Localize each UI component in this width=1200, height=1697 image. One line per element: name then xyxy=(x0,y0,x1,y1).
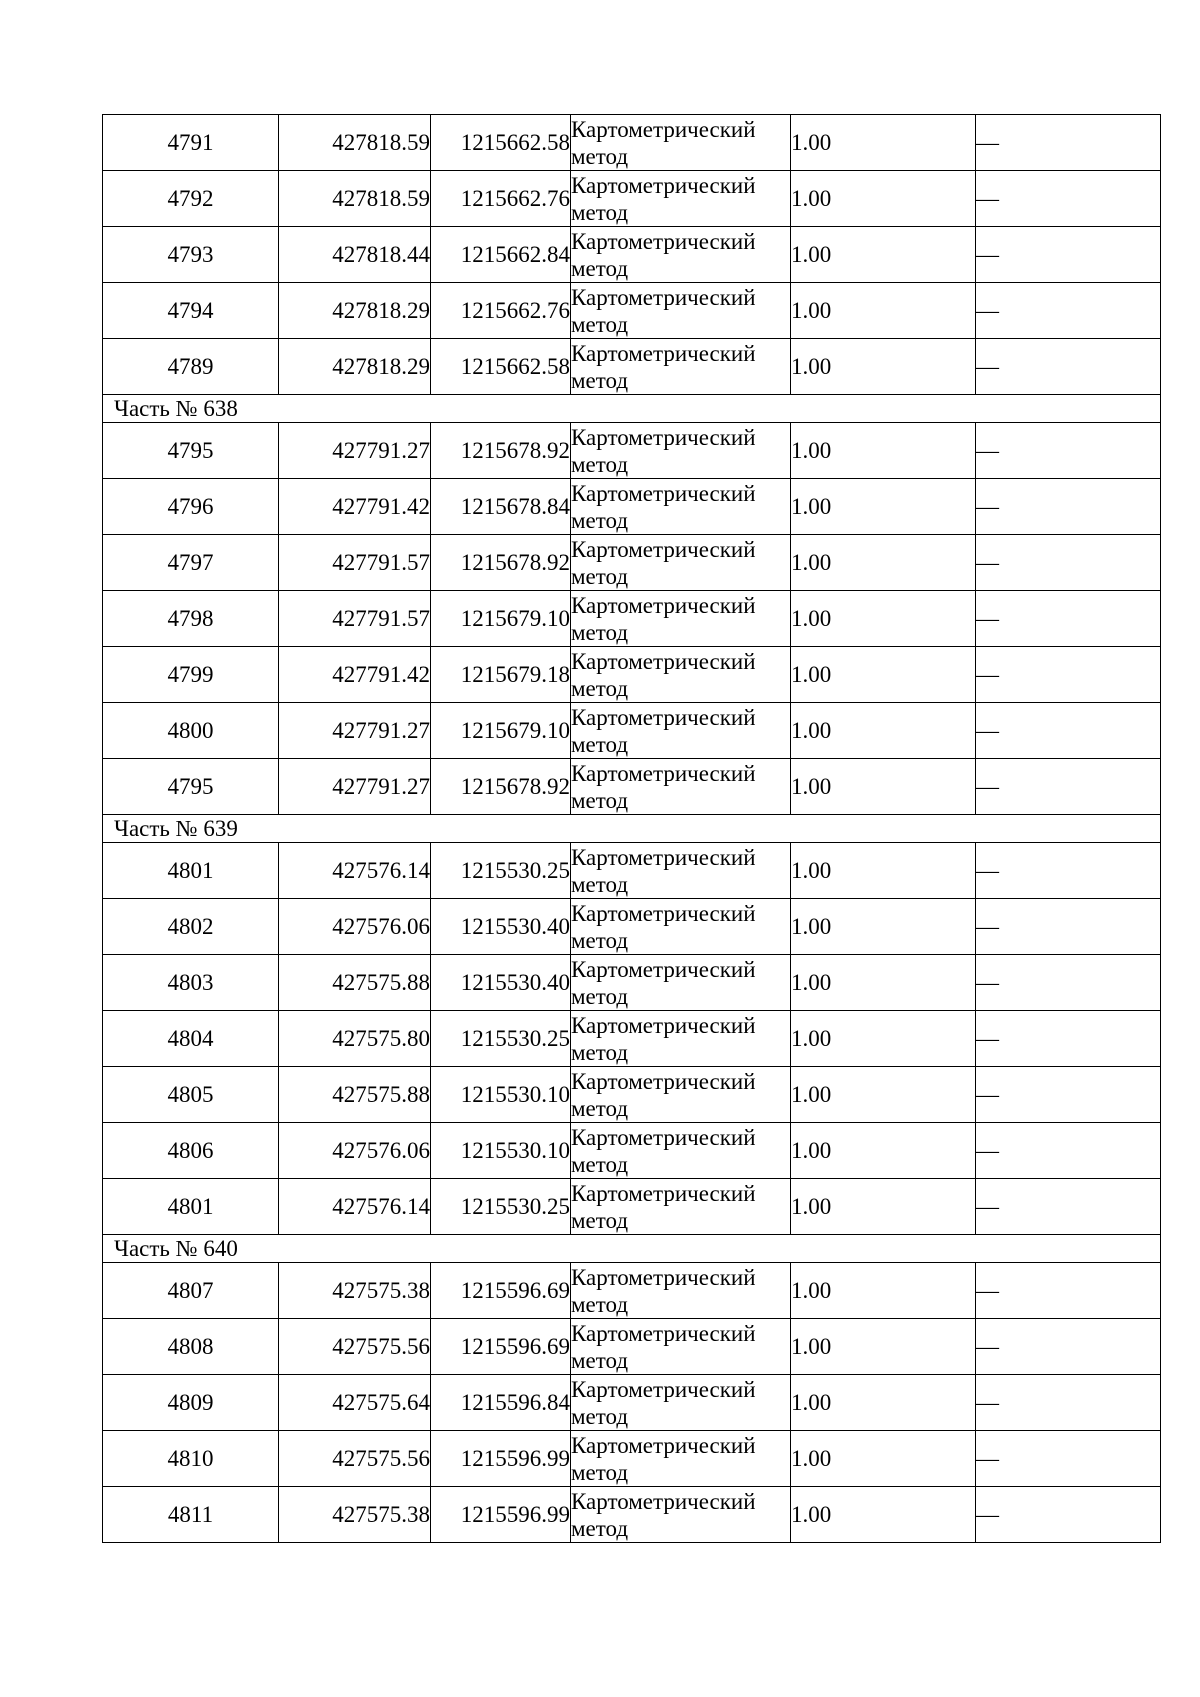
accuracy-cell: 1.00 xyxy=(791,899,976,955)
accuracy-cell: 1.00 xyxy=(791,955,976,1011)
table-row xyxy=(103,703,1161,759)
y-coordinate-cell: 1215662.58 xyxy=(431,339,571,395)
y-coordinate-cell: 1215678.92 xyxy=(431,759,571,815)
point-number-cell: 4791 xyxy=(103,115,279,171)
table-row xyxy=(103,283,1161,339)
table-row xyxy=(103,423,1161,479)
description-cell: — xyxy=(976,227,1161,283)
accuracy-cell: 1.00 xyxy=(791,423,976,479)
method-cell: Картометрический метод xyxy=(571,535,791,591)
point-number-cell: 4805 xyxy=(103,1067,279,1123)
accuracy-cell: 1.00 xyxy=(791,1123,976,1179)
y-coordinate-cell: 1215679.18 xyxy=(431,647,571,703)
part-header-row xyxy=(103,815,1161,843)
x-coordinate-cell: 427818.29 xyxy=(279,283,431,339)
point-number-cell: 4795 xyxy=(103,759,279,815)
table-row xyxy=(103,1487,1161,1543)
x-coordinate-cell: 427818.59 xyxy=(279,171,431,227)
point-number-cell: 4800 xyxy=(103,703,279,759)
table-row xyxy=(103,1431,1161,1487)
description-cell: — xyxy=(976,339,1161,395)
accuracy-cell: 1.00 xyxy=(791,591,976,647)
point-number-cell: 4803 xyxy=(103,955,279,1011)
method-cell: Картометрический метод xyxy=(571,479,791,535)
table-row xyxy=(103,115,1161,171)
x-coordinate-cell: 427818.29 xyxy=(279,339,431,395)
table-row xyxy=(103,227,1161,283)
accuracy-cell: 1.00 xyxy=(791,1179,976,1235)
point-number-cell: 4809 xyxy=(103,1375,279,1431)
y-coordinate-cell: 1215679.10 xyxy=(431,591,571,647)
method-cell: Картометрический метод xyxy=(571,759,791,815)
accuracy-cell: 1.00 xyxy=(791,339,976,395)
method-cell: Картометрический метод xyxy=(571,647,791,703)
point-number-cell: 4810 xyxy=(103,1431,279,1487)
point-number-cell: 4793 xyxy=(103,227,279,283)
table-row xyxy=(103,759,1161,815)
coordinates-table xyxy=(102,114,1161,1543)
x-coordinate-cell: 427791.42 xyxy=(279,479,431,535)
description-cell: — xyxy=(976,1067,1161,1123)
accuracy-cell: 1.00 xyxy=(791,759,976,815)
method-cell: Картометрический метод xyxy=(571,1067,791,1123)
accuracy-cell: 1.00 xyxy=(791,1487,976,1543)
table-row xyxy=(103,843,1161,899)
method-cell: Картометрический метод xyxy=(571,1375,791,1431)
table-row xyxy=(103,1067,1161,1123)
y-coordinate-cell: 1215596.99 xyxy=(431,1487,571,1543)
table-row xyxy=(103,1123,1161,1179)
method-cell: Картометрический метод xyxy=(571,1011,791,1067)
table-row xyxy=(103,1375,1161,1431)
y-coordinate-cell: 1215530.10 xyxy=(431,1067,571,1123)
x-coordinate-cell: 427791.27 xyxy=(279,423,431,479)
y-coordinate-cell: 1215679.10 xyxy=(431,703,571,759)
method-cell: Картометрический метод xyxy=(571,899,791,955)
description-cell: — xyxy=(976,423,1161,479)
method-cell: Картометрический метод xyxy=(571,115,791,171)
point-number-cell: 4798 xyxy=(103,591,279,647)
point-number-cell: 4806 xyxy=(103,1123,279,1179)
point-number-cell: 4802 xyxy=(103,899,279,955)
method-cell: Картометрический метод xyxy=(571,283,791,339)
x-coordinate-cell: 427575.80 xyxy=(279,1011,431,1067)
point-number-cell: 4804 xyxy=(103,1011,279,1067)
part-header-row xyxy=(103,1235,1161,1263)
x-coordinate-cell: 427576.06 xyxy=(279,1123,431,1179)
description-cell: — xyxy=(976,479,1161,535)
x-coordinate-cell: 427575.56 xyxy=(279,1319,431,1375)
table-row xyxy=(103,339,1161,395)
point-number-cell: 4811 xyxy=(103,1487,279,1543)
x-coordinate-cell: 427791.27 xyxy=(279,703,431,759)
description-cell: — xyxy=(976,1011,1161,1067)
y-coordinate-cell: 1215596.84 xyxy=(431,1375,571,1431)
table-row xyxy=(103,535,1161,591)
method-cell: Картометрический метод xyxy=(571,591,791,647)
accuracy-cell: 1.00 xyxy=(791,1011,976,1067)
point-number-cell: 4789 xyxy=(103,339,279,395)
table-row xyxy=(103,1319,1161,1375)
method-cell: Картометрический метод xyxy=(571,339,791,395)
x-coordinate-cell: 427575.88 xyxy=(279,955,431,1011)
accuracy-cell: 1.00 xyxy=(791,843,976,899)
method-cell: Картометрический метод xyxy=(571,423,791,479)
y-coordinate-cell: 1215662.84 xyxy=(431,227,571,283)
accuracy-cell: 1.00 xyxy=(791,1263,976,1319)
method-cell: Картометрический метод xyxy=(571,171,791,227)
method-cell: Картометрический метод xyxy=(571,1487,791,1543)
description-cell: — xyxy=(976,1375,1161,1431)
x-coordinate-cell: 427575.38 xyxy=(279,1487,431,1543)
method-cell: Картометрический метод xyxy=(571,1123,791,1179)
accuracy-cell: 1.00 xyxy=(791,1375,976,1431)
table-row xyxy=(103,1179,1161,1235)
accuracy-cell: 1.00 xyxy=(791,283,976,339)
x-coordinate-cell: 427791.42 xyxy=(279,647,431,703)
method-cell: Картометрический метод xyxy=(571,1263,791,1319)
x-coordinate-cell: 427575.64 xyxy=(279,1375,431,1431)
x-coordinate-cell: 427818.44 xyxy=(279,227,431,283)
y-coordinate-cell: 1215530.40 xyxy=(431,899,571,955)
x-coordinate-cell: 427576.14 xyxy=(279,1179,431,1235)
y-coordinate-cell: 1215596.69 xyxy=(431,1319,571,1375)
point-number-cell: 4799 xyxy=(103,647,279,703)
part-header-row xyxy=(103,395,1161,423)
y-coordinate-cell: 1215530.25 xyxy=(431,1179,571,1235)
y-coordinate-cell: 1215596.69 xyxy=(431,1263,571,1319)
accuracy-cell: 1.00 xyxy=(791,171,976,227)
description-cell: — xyxy=(976,759,1161,815)
y-coordinate-cell: 1215662.76 xyxy=(431,171,571,227)
description-cell: — xyxy=(976,843,1161,899)
description-cell: — xyxy=(976,955,1161,1011)
method-cell: Картометрический метод xyxy=(571,1319,791,1375)
method-cell: Картометрический метод xyxy=(571,1431,791,1487)
accuracy-cell: 1.00 xyxy=(791,115,976,171)
table-row xyxy=(103,1263,1161,1319)
x-coordinate-cell: 427576.14 xyxy=(279,843,431,899)
y-coordinate-cell: 1215678.92 xyxy=(431,535,571,591)
y-coordinate-cell: 1215596.99 xyxy=(431,1431,571,1487)
point-number-cell: 4794 xyxy=(103,283,279,339)
y-coordinate-cell: 1215530.25 xyxy=(431,1011,571,1067)
description-cell: — xyxy=(976,283,1161,339)
accuracy-cell: 1.00 xyxy=(791,227,976,283)
description-cell: — xyxy=(976,1487,1161,1543)
method-cell: Картометрический метод xyxy=(571,955,791,1011)
x-coordinate-cell: 427575.88 xyxy=(279,1067,431,1123)
point-number-cell: 4808 xyxy=(103,1319,279,1375)
method-cell: Картометрический метод xyxy=(571,227,791,283)
y-coordinate-cell: 1215530.25 xyxy=(431,843,571,899)
description-cell: — xyxy=(976,171,1161,227)
table-row xyxy=(103,647,1161,703)
description-cell: — xyxy=(976,115,1161,171)
description-cell: — xyxy=(976,1123,1161,1179)
part-header: Часть № 639 xyxy=(103,815,1161,843)
x-coordinate-cell: 427575.56 xyxy=(279,1431,431,1487)
x-coordinate-cell: 427791.57 xyxy=(279,591,431,647)
accuracy-cell: 1.00 xyxy=(791,1067,976,1123)
x-coordinate-cell: 427576.06 xyxy=(279,899,431,955)
x-coordinate-cell: 427575.38 xyxy=(279,1263,431,1319)
accuracy-cell: 1.00 xyxy=(791,1319,976,1375)
method-cell: Картометрический метод xyxy=(571,843,791,899)
accuracy-cell: 1.00 xyxy=(791,479,976,535)
point-number-cell: 4801 xyxy=(103,843,279,899)
description-cell: — xyxy=(976,647,1161,703)
point-number-cell: 4795 xyxy=(103,423,279,479)
x-coordinate-cell: 427791.27 xyxy=(279,759,431,815)
accuracy-cell: 1.00 xyxy=(791,1431,976,1487)
description-cell: — xyxy=(976,703,1161,759)
accuracy-cell: 1.00 xyxy=(791,703,976,759)
description-cell: — xyxy=(976,1431,1161,1487)
y-coordinate-cell: 1215530.40 xyxy=(431,955,571,1011)
table-row xyxy=(103,591,1161,647)
description-cell: — xyxy=(976,591,1161,647)
table-row xyxy=(103,1011,1161,1067)
point-number-cell: 4792 xyxy=(103,171,279,227)
point-number-cell: 4797 xyxy=(103,535,279,591)
y-coordinate-cell: 1215678.92 xyxy=(431,423,571,479)
accuracy-cell: 1.00 xyxy=(791,647,976,703)
description-cell: — xyxy=(976,1263,1161,1319)
part-header: Часть № 638 xyxy=(103,395,1161,423)
accuracy-cell: 1.00 xyxy=(791,535,976,591)
y-coordinate-cell: 1215678.84 xyxy=(431,479,571,535)
description-cell: — xyxy=(976,899,1161,955)
table-row xyxy=(103,479,1161,535)
table-body xyxy=(103,115,1161,1543)
y-coordinate-cell: 1215662.58 xyxy=(431,115,571,171)
x-coordinate-cell: 427818.59 xyxy=(279,115,431,171)
point-number-cell: 4807 xyxy=(103,1263,279,1319)
table-row xyxy=(103,899,1161,955)
x-coordinate-cell: 427791.57 xyxy=(279,535,431,591)
description-cell: — xyxy=(976,1319,1161,1375)
table-row xyxy=(103,955,1161,1011)
y-coordinate-cell: 1215530.10 xyxy=(431,1123,571,1179)
part-header: Часть № 640 xyxy=(103,1235,1161,1263)
description-cell: — xyxy=(976,535,1161,591)
method-cell: Картометрический метод xyxy=(571,1179,791,1235)
point-number-cell: 4796 xyxy=(103,479,279,535)
description-cell: — xyxy=(976,1179,1161,1235)
y-coordinate-cell: 1215662.76 xyxy=(431,283,571,339)
table-row xyxy=(103,171,1161,227)
method-cell: Картометрический метод xyxy=(571,703,791,759)
point-number-cell: 4801 xyxy=(103,1179,279,1235)
